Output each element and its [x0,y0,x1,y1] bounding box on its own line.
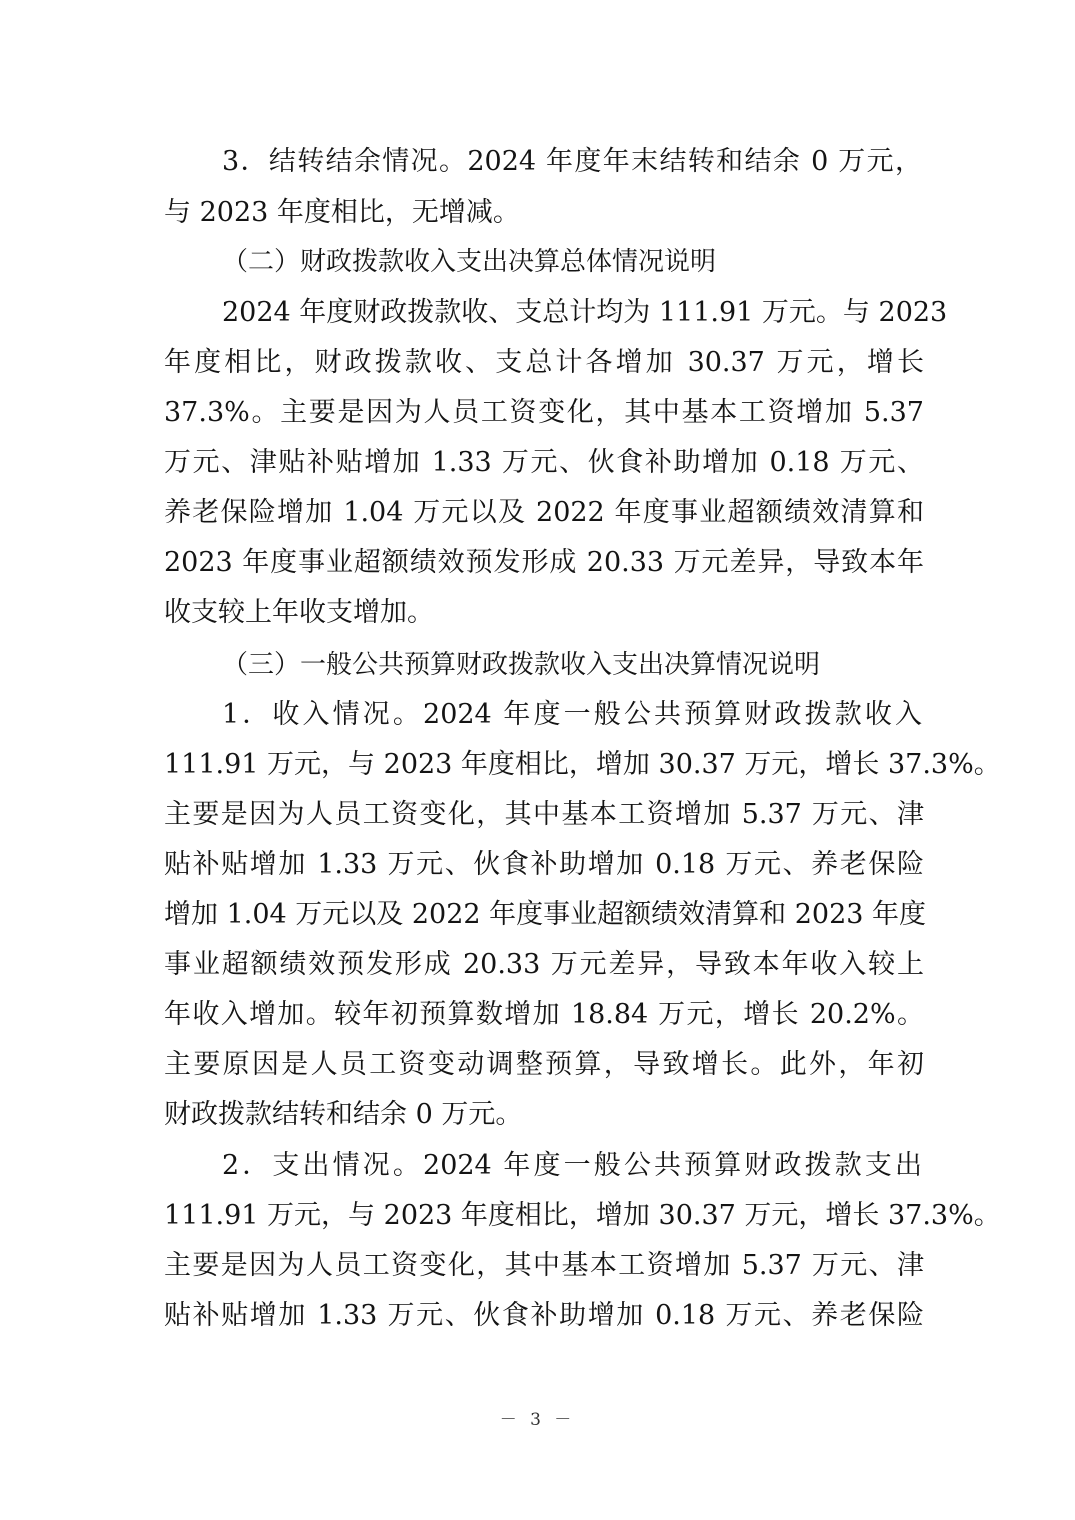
section-heading: （三）一般公共预算财政拨款收入支出决算情况说明 [222,650,821,680]
text-line: 事业超额绩效预发形成 20.33 万元差异，导致本年收入较上 [164,949,924,980]
text-line: 1．收入情况。2024 年度一般公共预算财政拨款收入 [222,699,922,730]
text-line: 养老保险增加 1.04 万元以及 2022 年度事业超额绩效清算和 [164,497,924,528]
text-line: 主要原因是人员工资变动调整预算，导致增长。此外，年初 [164,1049,924,1080]
text-line: 主要是因为人员工资变化，其中基本工资增加 5.37 万元、津 [164,799,924,830]
text-line: 37.3%。主要是因为人员工资变化，其中基本工资增加 5.37 [164,397,924,428]
text-line: 111.91 万元，与 2023 年度相比，增加 30.37 万元，增长 37.3%。 [164,749,1001,780]
text-line: 年度相比，财政拨款收、支总计各增加 30.37 万元，增长 [164,347,924,378]
section-heading: （二）财政拨款收入支出决算总体情况说明 [222,247,717,277]
text-line: 增加 1.04 万元以及 2022 年度事业超额绩效清算和 2023 年度 [164,899,927,930]
text-line: 贴补贴增加 1.33 万元、伙食补助增加 0.18 万元、养老保险 [164,849,924,880]
text-line: 贴补贴增加 1.33 万元、伙食补助增加 0.18 万元、养老保险 [164,1300,924,1331]
text-line: 主要是因为人员工资变化，其中基本工资增加 5.37 万元、津 [164,1250,924,1281]
text-line: 2023 年度事业超额绩效预发形成 20.33 万元差异，导致本年 [164,547,924,578]
text-line: 万元、津贴补贴增加 1.33 万元、伙食补助增加 0.18 万元、 [164,447,924,478]
text-line: 111.91 万元，与 2023 年度相比，增加 30.37 万元，增长 37.3%。 [164,1200,1001,1231]
text-line: 与 2023 年度相比，无增减。 [164,197,520,228]
text-line: 财政拨款结转和结余 0 万元。 [164,1099,523,1130]
text-line: 年收入增加。较年初预算数增加 18.84 万元，增长 20.2%。 [164,999,924,1030]
text-line: 3．结转结余情况。2024 年度年末结转和结余 0 万元， [222,146,922,177]
page-number: － 3 － [499,1410,576,1430]
text-line: 收支较上年收支增加。 [164,597,434,628]
text-line: 2024 年度财政拨款收、支总计均为 111.91 万元。与 2023 [222,297,948,328]
text-line: 2．支出情况。2024 年度一般公共预算财政拨款支出 [222,1150,922,1181]
